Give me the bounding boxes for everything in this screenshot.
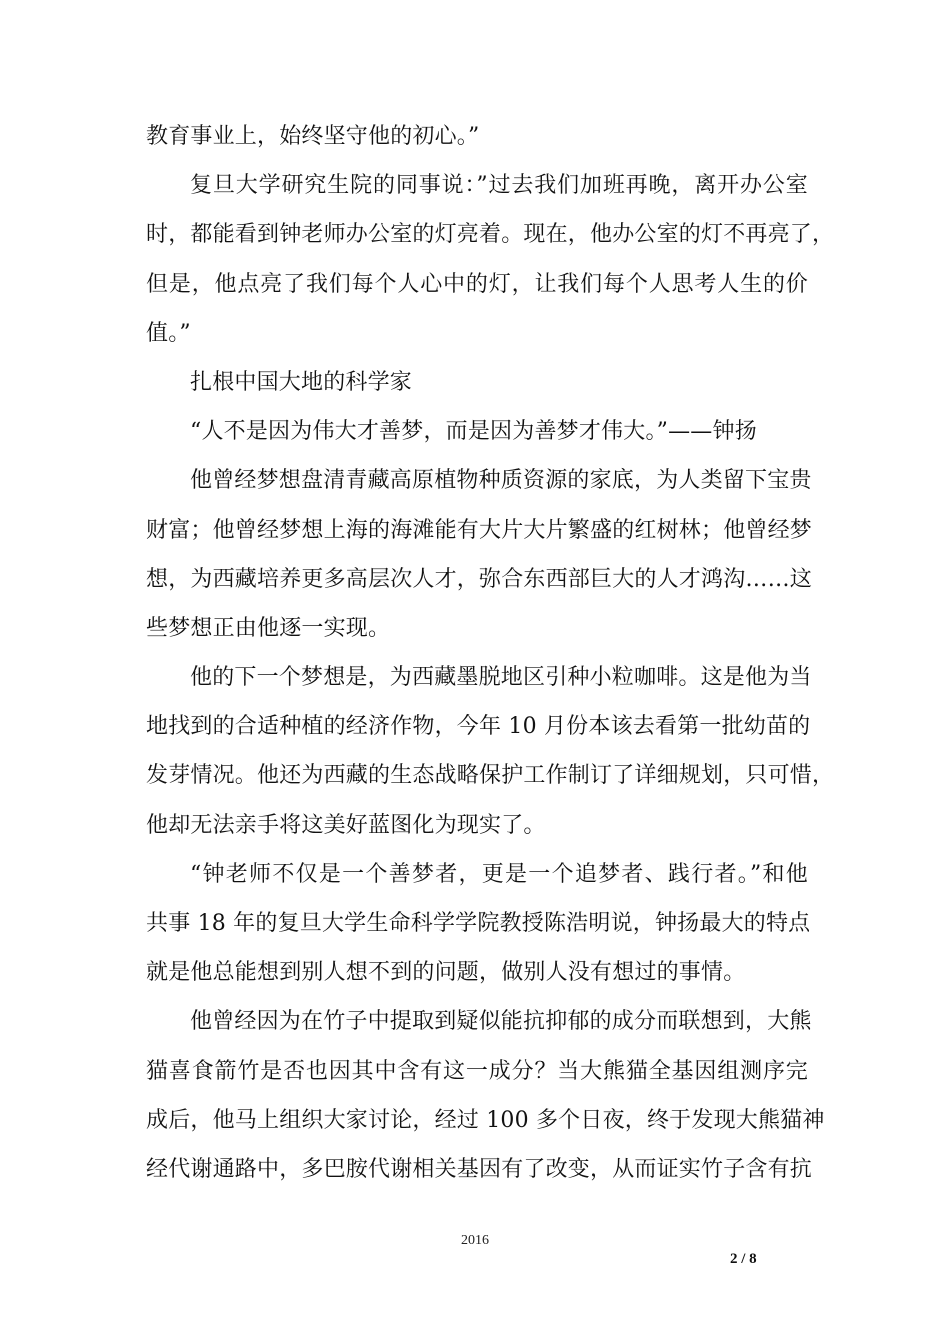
footer-year: 2016: [461, 1233, 489, 1248]
text-line: 他曾经梦想盘清青藏高原植物种质资源的家底，为人类留下宝贵: [190, 468, 812, 494]
text-line: 猫喜食箭竹是否也因其中含有这一成分？当大熊猫全基因组测序完: [146, 1058, 808, 1084]
quote-line: “人不是因为伟大才善梦，而是因为善梦才伟大。”——钟扬: [190, 419, 757, 445]
text-line: 他的下一个梦想是，为西藏墨脱地区引种小粒咖啡。这是他为当: [190, 665, 812, 691]
section-heading: 扎根中国大地的科学家: [190, 369, 413, 395]
text-line: 复旦大学研究生院的同事说：”过去我们加班再晚，离开办公室: [190, 173, 808, 199]
text-line: 就是他总能想到别人想不到的问题，做别人没有想过的事情。: [146, 960, 746, 986]
text-line: “钟老师不仅是一个善梦者，更是一个追梦者、践行者。”和他: [190, 861, 808, 887]
body-text: [146, 112, 835, 1194]
text-line: 教育事业上，始终坚守他的初心。”: [146, 124, 480, 149]
text-line: 成后，他马上组织大家讨论，经过 100 多个日夜，终于发现大熊猫神: [146, 1107, 825, 1133]
text-line: 他却无法亲手将这美好蓝图化为现实了。: [146, 812, 546, 838]
text-line: 些梦想正由他逐一实现。: [146, 615, 391, 641]
text-line: 时，都能看到钟老师办公室的灯亮着。现在，他办公室的灯不再亮了，: [146, 222, 835, 248]
text-line: 想，为西藏培养更多高层次人才，弥合东西部巨大的人才鸿沟……这: [146, 566, 813, 592]
text-line: 共事 18 年的复旦大学生命科学学院教授陈浩明说，钟扬最大的特点: [146, 911, 811, 936]
text-line: 但是，他点亮了我们每个人心中的灯，让我们每个人思考人生的价: [146, 271, 808, 297]
text-line: 值。”: [146, 320, 191, 346]
page-number: 2 / 8: [730, 1251, 757, 1267]
text-line: 发芽情况。他还为西藏的生态战略保护工作制订了详细规划，只可惜，: [146, 763, 835, 789]
text-line: 他曾经因为在竹子中提取到疑似能抗抑郁的成分而联想到，大熊: [190, 1009, 812, 1035]
text-line: 财富；他曾经梦想上海的海滩能有大片大片繁盛的红树林；他曾经梦: [146, 517, 813, 543]
text-line: 经代谢通路中，多巴胺代谢相关基因有了改变，从而证实竹子含有抗: [146, 1156, 813, 1182]
text-line: 地找到的合适种植的经济作物，今年 10 月份本该去看第一批幼苗的: [146, 714, 811, 740]
